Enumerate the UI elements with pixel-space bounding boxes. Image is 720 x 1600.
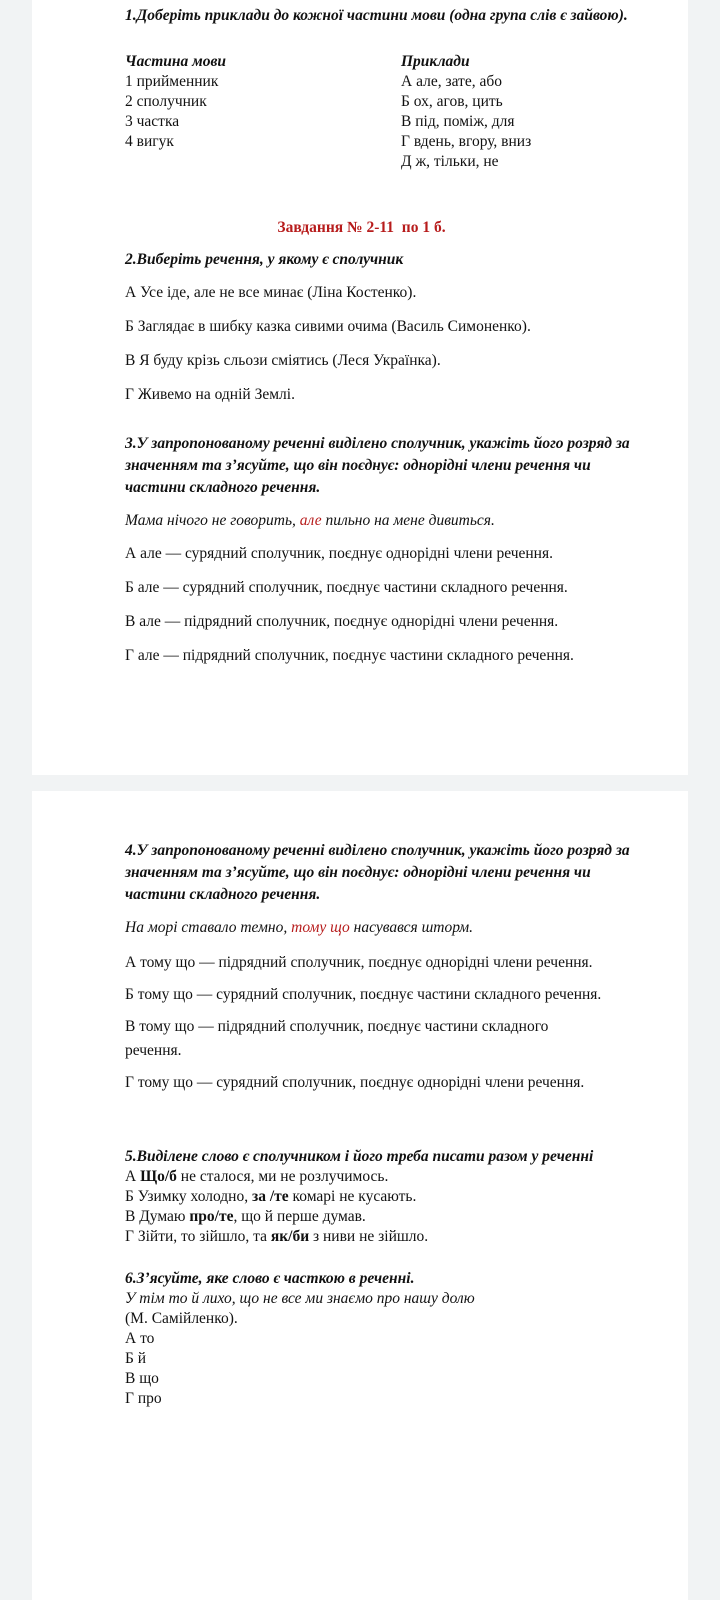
question-2-title: 2.Виберіть речення, у якому є сполучник bbox=[125, 251, 404, 268]
matching-row bbox=[125, 92, 668, 112]
matching-row bbox=[125, 132, 668, 152]
sentence-text: пильно на мене дивиться. bbox=[321, 512, 495, 529]
highlighted-word: Що/б bbox=[140, 1168, 177, 1185]
question-6-title: 6.З’ясуйте, яке слово є часткою в реченні. bbox=[125, 1270, 415, 1287]
question-3-sentence bbox=[125, 511, 668, 531]
matching-row bbox=[125, 112, 668, 132]
part-of-speech-item: 2 сполучник bbox=[125, 93, 207, 110]
answer-option bbox=[125, 1167, 668, 1187]
column-header-examples: Приклади bbox=[401, 53, 470, 70]
option-text: Г Зійти, то зійшло, та bbox=[125, 1228, 271, 1245]
highlighted-conjunction: тому що bbox=[291, 919, 350, 936]
answer-option: А але — сурядний сполучник, поєднує однорідні члени речення. bbox=[125, 545, 553, 562]
answer-option: Г Живемо на одній Землі. bbox=[125, 386, 295, 403]
option-text: В Думаю bbox=[125, 1208, 190, 1225]
sentence-text: насувався шторм. bbox=[349, 919, 473, 936]
question-1-title: 1.Доберіть приклади до кожної частини мови (одна група слів є зайвою). bbox=[125, 7, 628, 24]
example-item: В під, поміж, для bbox=[401, 113, 515, 130]
answer-option: Б й bbox=[125, 1350, 147, 1367]
option-text: А bbox=[125, 1168, 141, 1185]
document-page-1 bbox=[32, 0, 688, 775]
answer-option bbox=[125, 1227, 668, 1247]
answer-option bbox=[125, 1187, 668, 1207]
example-item: Б ох, агов, цить bbox=[401, 93, 503, 110]
example-item: А але, зате, або bbox=[401, 73, 502, 90]
sentence-text: Мама нічого не говорить, bbox=[125, 512, 300, 529]
answer-option: Г але — підрядний сполучник, поєднує частини складного речення. bbox=[125, 647, 574, 664]
answer-option: В Я буду крізь сльози сміятись (Леся Українка). bbox=[125, 352, 441, 369]
answer-option: В що bbox=[125, 1370, 159, 1387]
highlighted-word: про/те bbox=[189, 1208, 234, 1225]
sentence-text: На морі ставало темно, bbox=[125, 919, 292, 936]
answer-option: А то bbox=[125, 1330, 155, 1347]
question-4-sentence bbox=[125, 918, 668, 938]
matching-header-row bbox=[125, 52, 668, 72]
sentence-author: (М. Самійленко). bbox=[125, 1310, 238, 1327]
answer-option: В тому що — підрядний сполучник, поєднує частини складного речення. bbox=[125, 1018, 549, 1059]
answer-option: А тому що — підрядний сполучник, поєднує однорідні члени речення. bbox=[125, 954, 593, 971]
option-text: , що й перше думав. bbox=[233, 1208, 366, 1225]
column-header-part-of-speech: Частина мови bbox=[125, 53, 227, 70]
part-of-speech-item: 3 частка bbox=[125, 113, 180, 130]
answer-option: А Усе іде, але не все минає (Ліна Костенко). bbox=[125, 284, 417, 301]
highlighted-conjunction: але bbox=[299, 512, 322, 529]
option-text: комарі не кусають. bbox=[288, 1188, 417, 1205]
question-5-title: 5.Виділене слово є сполучником і його треба писати разом у реченні bbox=[125, 1148, 594, 1165]
answer-option: В але — підрядний сполучник, поєднує однорідні члени речення. bbox=[125, 613, 559, 630]
option-text: з ниви не зійшло. bbox=[309, 1228, 429, 1245]
answer-option: Г тому що — сурядний сполучник, поєднує однорідні члени речення. bbox=[125, 1074, 585, 1091]
part-of-speech-item bbox=[125, 152, 401, 172]
answer-option bbox=[125, 1207, 668, 1227]
question-3-title: 3.У запропонованому реченні виділено сполучник, укажіть його розряд за значенням та з’ясуйте, що він поєднує: однорідні члени речення чи частини складного речення. bbox=[125, 435, 630, 496]
question-4-title: 4.У запропонованому реченні виділено сполучник, укажіть його розряд за значенням та з’ясуйте, що він поєднує: однорідні члени речення чи частини складного речення. bbox=[125, 842, 630, 903]
highlighted-word: за /те bbox=[251, 1188, 289, 1205]
section-title: Завдання № 2-11 по 1 б. bbox=[277, 219, 446, 236]
answer-option: Б тому що — сурядний сполучник, поєднує частини складного речення. bbox=[125, 986, 602, 1003]
answer-option: Г про bbox=[125, 1390, 162, 1407]
question-6-sentence: У тім то й лихо, що не все ми знаємо про нашу долю bbox=[125, 1290, 475, 1307]
answer-option: Б Заглядає в шибку казка сивими очима (Василь Симоненко). bbox=[125, 318, 531, 335]
highlighted-word: як/би bbox=[270, 1228, 310, 1245]
example-item: Г вдень, вгору, вниз bbox=[401, 133, 532, 150]
document-page-2 bbox=[32, 791, 688, 1600]
matching-row bbox=[125, 152, 668, 172]
part-of-speech-item: 4 вигук bbox=[125, 133, 174, 150]
option-text: не сталося, ми не розлучимось. bbox=[176, 1168, 389, 1185]
matching-row bbox=[125, 72, 668, 92]
answer-option: Б але — сурядний сполучник, поєднує частини складного речення. bbox=[125, 579, 568, 596]
part-of-speech-item: 1 прийменник bbox=[125, 73, 219, 90]
example-item: Д ж, тільки, не bbox=[401, 153, 499, 170]
option-text: Б Узимку холодно, bbox=[125, 1188, 252, 1205]
